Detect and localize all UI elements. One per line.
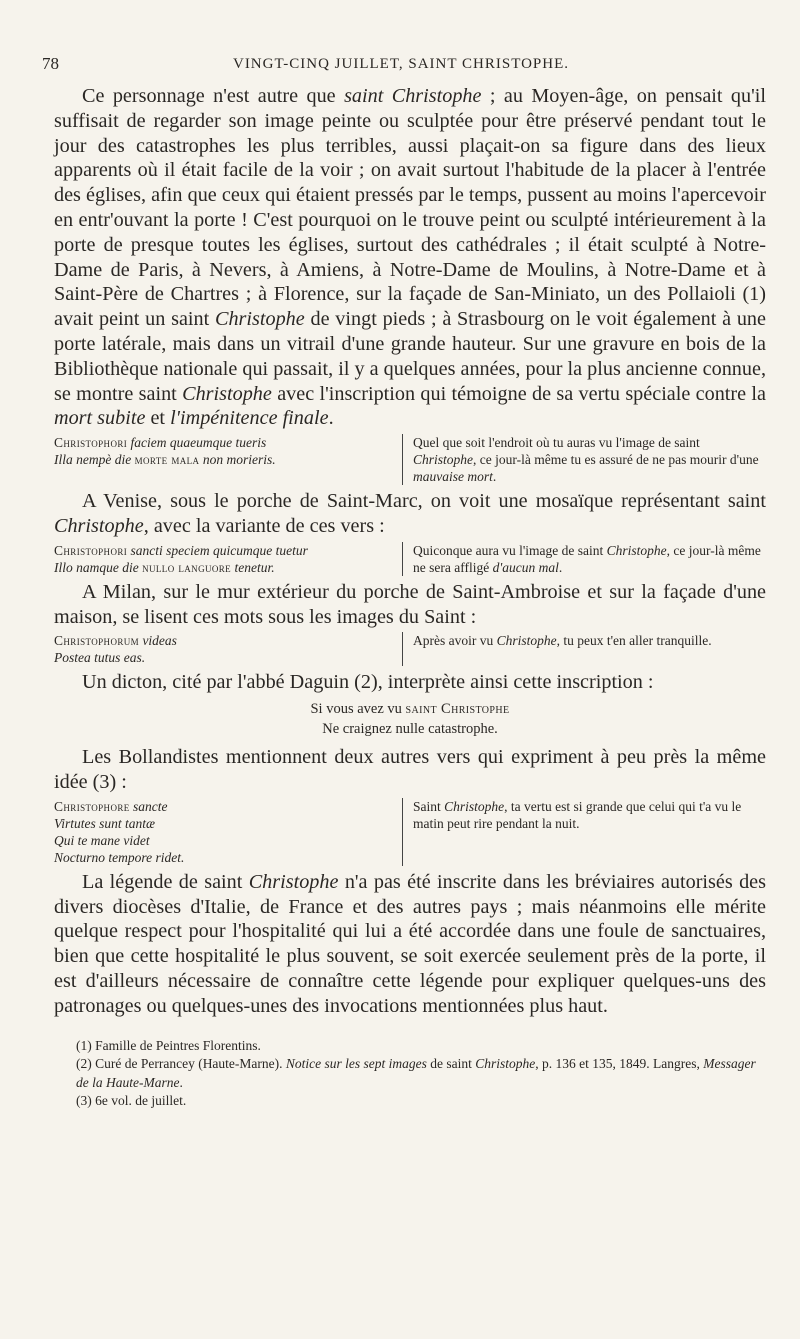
text-run-italic: Christophe: [444, 798, 505, 814]
footnote-3: (3) 6e vol. de juillet.: [76, 1093, 187, 1109]
text-run: Illa nempè die: [54, 452, 135, 468]
text-run: Nocturno tempore ridet.: [54, 849, 185, 865]
text-run: , ce jour-là même ne sera affligé: [413, 542, 761, 575]
text-run: (2) Curé de Perrancey (Haute-Marne).: [76, 1056, 286, 1072]
text-run: Saint: [413, 798, 445, 814]
verse-quote-4: [54, 798, 766, 866]
small-caps-text: nullo languore: [142, 559, 232, 575]
paragraph-5: Les Bollandistes mentionnent deux autres vers qui expriment à peu près la même idée (3) :: [54, 746, 766, 793]
footnote-1: (1) Famille de Peintres Florentins.: [76, 1037, 261, 1053]
text-run-italic: Christophe: [248, 870, 339, 893]
text-run: , ta vertu est si grande que celui qui t'a vu le matin peut rire pendant la nuit.: [413, 798, 742, 831]
text-run: Qui te mane videt: [54, 832, 150, 848]
text-run: Après avoir vu: [413, 633, 497, 649]
text-run: .: [179, 1074, 183, 1090]
small-caps-name: Christophorum: [54, 633, 140, 649]
text-run: de vingt pieds ; à Strasbourg on le voit également à une porte latérale, mais dans un vitrail d'une grande hauteur. Sur une gravure en bois de la Bibliothèque nationale qui passait, il y a quelques années, pour la plus ancienne connue, se montre saint: [54, 308, 766, 405]
latin-verse: [54, 542, 402, 576]
footnotes: [54, 1037, 766, 1111]
page-header: [42, 54, 760, 80]
text-run: de saint: [426, 1056, 476, 1072]
text-run-italic: Christophe: [413, 452, 474, 468]
small-caps-name: Christophori: [54, 435, 128, 451]
text-run: non morieris.: [199, 452, 276, 468]
paragraph-4: Un dicton, cité par l'abbé Daguin (2), interprète ainsi cette inscription :: [82, 671, 654, 694]
latin-verse: [54, 434, 402, 485]
text-run: faciem quaeumque tueris: [127, 435, 267, 451]
text-run: , ce jour-là même tu es assuré de ne pas mourir d'une: [473, 452, 759, 468]
text-run: .: [492, 469, 497, 485]
text-run: .: [328, 407, 334, 430]
french-translation: [402, 542, 766, 576]
paragraph-1: [54, 84, 766, 431]
text-run: Ne craignez nulle catastrophe.: [322, 721, 498, 738]
text-run-italic: Christophe: [475, 1056, 536, 1072]
text-run-italic: mort subite: [54, 407, 146, 430]
text-run: ; au Moyen-âge, on pensait qu'il suffisait de regarder son image peinte ou sculptée pour être préservé pendant tout le jour des catastrophes les plus terribles, aussi plaçait-on sa figure dans des lieux apparents où il était facile de la voir ; on avait surtout l'habitude de la placer à l'entrée des églises, afin que ceux qui étaient pressés par le temps, pussent au moins l'apercevoir en entr'ouvant la porte ! C'est pourquoi on le trouve peint ou sculpté intérieurement à la porte de presque toutes les églises, surtout des cathédrales ; il était sculpté à Notre-Dame de Paris, à Nevers, à Amiens, à Notre-Dame de Moulins, à Notre-Dame et à Saint-Père de Chartres ; à Florence, sur la façade de San-Miniato, un des Pollaioli (1) avait peint un saint: [54, 85, 766, 331]
text-run: tenetur.: [231, 559, 275, 575]
small-caps-name: Christophore: [54, 798, 130, 814]
small-caps-name: saint Christophe: [405, 701, 510, 718]
text-run-italic: d'aucun mal: [492, 559, 559, 575]
paragraph-6: [54, 870, 766, 1019]
text-run: , avec la variante de ces vers :: [143, 514, 385, 537]
text-run: Illo namque die: [54, 559, 143, 575]
text-run-italic: Messager de la Haute-Marne: [76, 1056, 756, 1090]
text-run-italic: saint Christophe: [344, 85, 482, 107]
dicton-quote: [54, 699, 766, 739]
text-run: Quel que soit l'endroit où tu auras vu l'image de saint: [413, 435, 700, 451]
page-content: [54, 84, 766, 1111]
french-translation: [402, 632, 766, 666]
text-run-italic: mauvaise mort: [413, 469, 493, 485]
text-run: sancti speciem quicumque tuetur: [127, 542, 308, 558]
text-run-italic: Christophe: [214, 308, 305, 331]
text-run: , tu peux t'en aller tranquille.: [556, 633, 712, 649]
text-run: Virtutes sunt tantæ: [54, 815, 156, 831]
footnote-2: [76, 1055, 766, 1092]
text-run: Quiconque aura vu l'image de saint: [413, 542, 607, 558]
text-run: La légende de saint: [82, 870, 249, 893]
text-run: n'a pas été inscrite dans les bréviaires autorisés des divers diocèses d'Italie, de France et des autres pays ; mais néanmoins elle mérite quelque respect pour l'hospitalité qui lui a été accordée dans une foule de sanctuaires, bien que cette hospitalité le plus souvent, se soit exercée seulement près de la porte, il est d'ailleurs nécessaire de connaître cette légende pour expliquer quelques-uns des patronages ou quelques-unes des invocations mentionnées plus haut.: [54, 870, 766, 1017]
french-translation: [402, 798, 766, 866]
verse-quote-1: [54, 434, 766, 485]
latin-verse: [54, 798, 402, 866]
paragraph-3: A Milan, sur le mur extérieur du porche de Saint-Ambroise et sur la façade d'une maison, se lisent ces mots sous les images du Saint :: [54, 580, 766, 628]
text-run-italic: Christophe: [54, 514, 144, 537]
text-run-italic: Christophe: [182, 382, 272, 405]
text-run-italic: Christophe: [606, 542, 667, 558]
verse-quote-3: [54, 632, 766, 666]
text-run-italic: l'impénitence finale: [170, 407, 329, 430]
text-run-italic: Christophe: [496, 633, 557, 649]
page-number: 78: [42, 54, 59, 73]
text-run: Postea tutus eas.: [54, 650, 146, 666]
paragraph-2: [54, 489, 766, 539]
french-translation: [402, 434, 766, 485]
text-run: avec l'inscription qui témoigne de sa vertu spéciale contre la: [271, 382, 766, 405]
text-run: A Venise, sous le porche de Saint-Marc, on voit une mosaïque représentant saint: [82, 490, 766, 513]
text-run-italic: Notice sur les sept images: [285, 1056, 427, 1072]
text-run: sancte: [129, 798, 168, 814]
text-run: videas: [139, 633, 177, 649]
text-run: et: [145, 407, 171, 430]
latin-verse: [54, 632, 402, 666]
text-run: , p. 136 et 135, 1849. Langres,: [535, 1056, 704, 1072]
text-run: Si vous avez vu: [310, 701, 406, 718]
verse-quote-2: [54, 542, 766, 576]
small-caps-text: morte mala: [134, 452, 200, 468]
small-caps-name: Christophori: [54, 542, 128, 558]
text-run: Ce personnage n'est autre que: [82, 85, 345, 107]
running-title: VINGT-CINQ JUILLET, SAINT CHRISTOPHE.: [232, 56, 570, 72]
text-run: .: [558, 559, 563, 575]
